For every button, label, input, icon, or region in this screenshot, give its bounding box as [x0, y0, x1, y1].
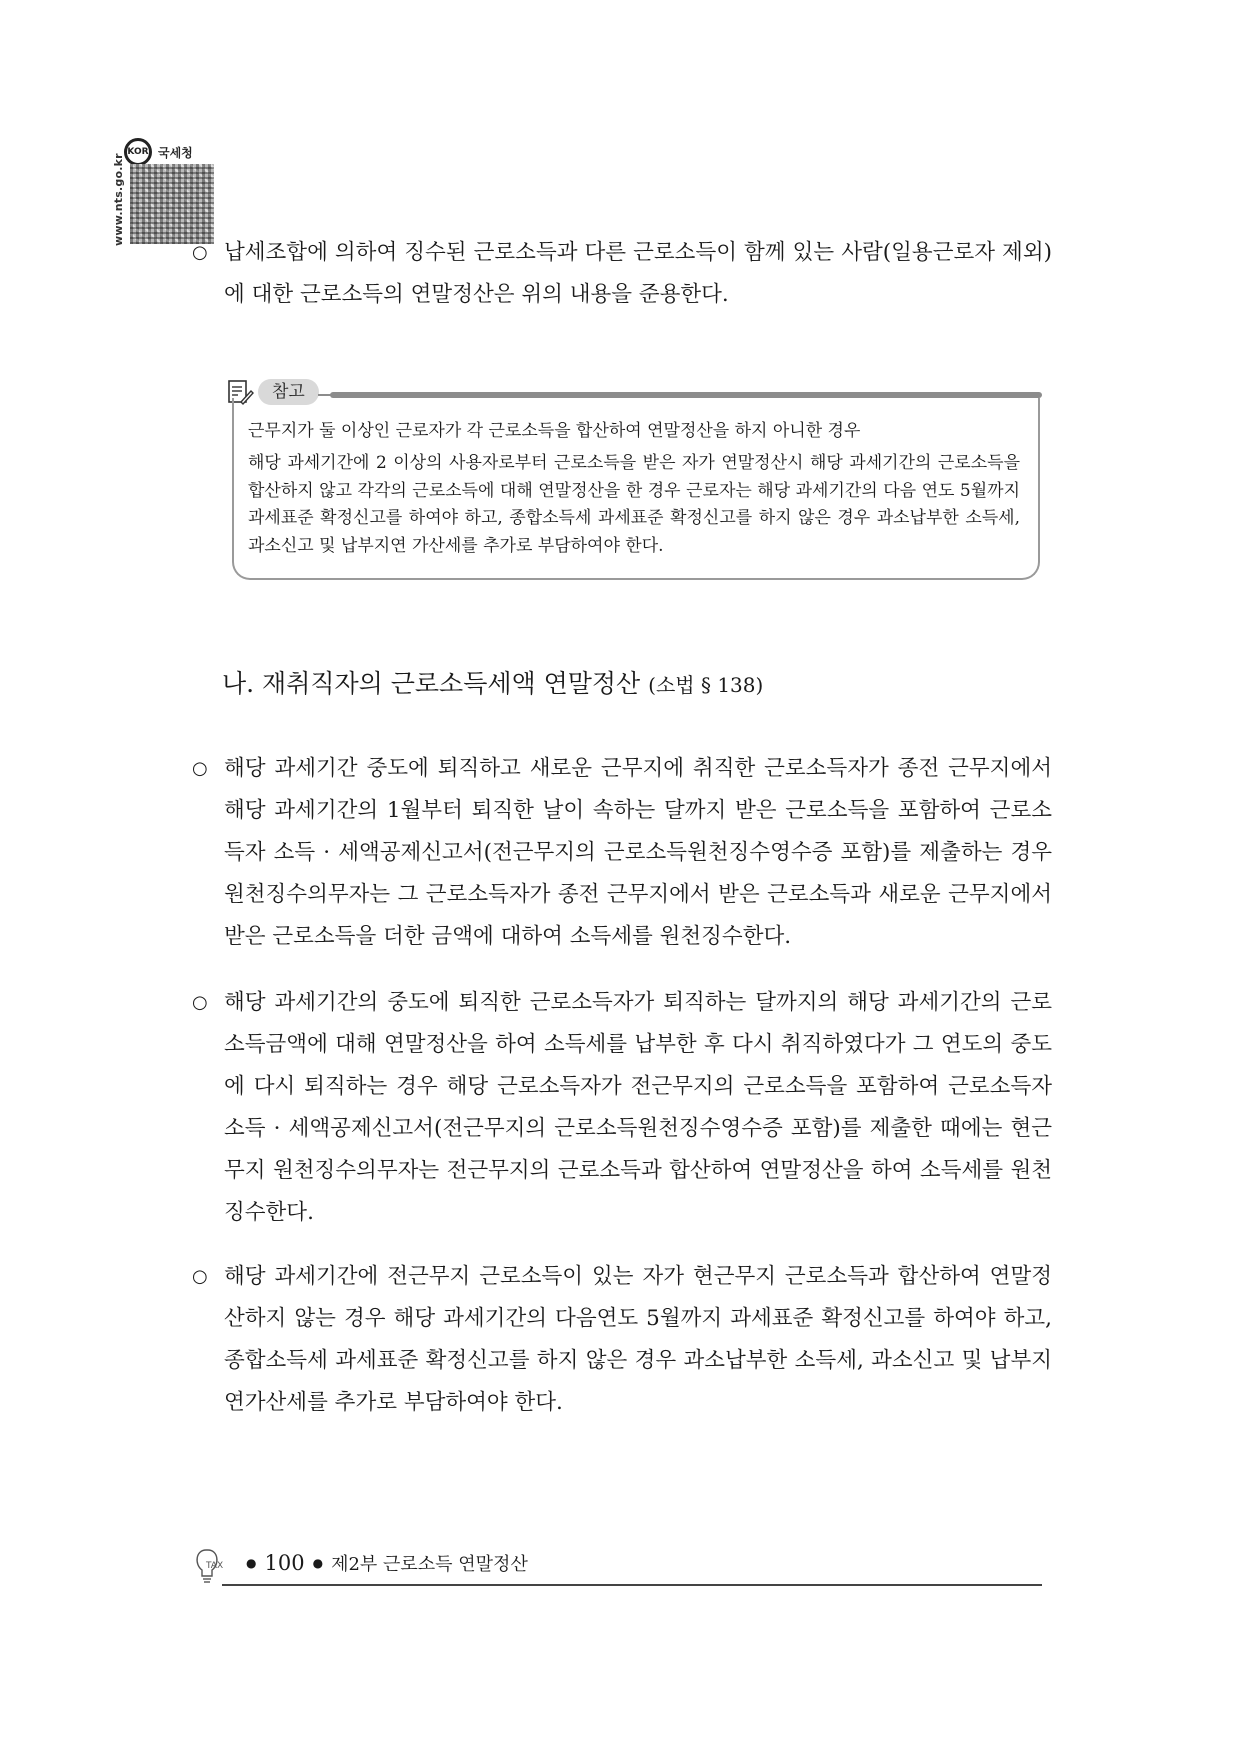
nts-url: www.nts.go.kr	[112, 153, 125, 246]
bullet-circle-icon: ○	[192, 758, 208, 779]
list-item	[192, 232, 1052, 316]
list-item	[192, 748, 1052, 958]
paragraph-text: 납세조합에 의하여 징수된 근로소득과 다른 근로소득이 함께 있는 사람(일용근로자 제외)에 대한 근로소득의 연말정산은 위의 내용을 준용한다.	[224, 240, 1052, 307]
note-body: 해당 과세기간에 2 이상의 사용자로부터 근로소득을 받은 자가 연말정산시 해당 과세기간의 근로소득을 합산하지 않고 각각의 근로소득에 대해 연말정산을 한 경우 근로자는 해당 과세기간의 다음 연도 5월까지 과세표준 확정신고를 하여야 하고, 종합소득세 과세표준 확정신고를 하지 않은 경우 과소납부한 소득세, 과소신고 및 납부지연 가산세를 추가로 부담하여야 한다.	[248, 453, 1020, 556]
section-law-reference: (소법 § 138)	[648, 673, 764, 697]
paragraph-text: 해당 과세기간에 전근무지 근로소득이 있는 자가 현근무지 근로소득과 합산하여 연말정산하지 않는 경우 해당 과세기간의 다음연도 5월까지 과세표준 확정신고를 하여야 하고, 종합소득세 과세표준 확정신고를 하지 않은 경우 과소납부한 소득세, 과소신고 및 납부지연가산세를 추가로 부담하여야 한다.	[224, 1264, 1052, 1415]
list-item	[192, 982, 1052, 1234]
page-footer	[192, 1546, 1042, 1586]
list-item	[192, 1256, 1052, 1424]
bullet-circle-icon: ○	[192, 1266, 208, 1287]
page-number: 100	[264, 1551, 305, 1575]
bullet-circle-icon: ○	[192, 242, 208, 263]
footer-dot-icon: ●	[246, 1556, 257, 1570]
note-label: 참고	[258, 379, 319, 405]
paragraph-text: 해당 과세기간 중도에 퇴직하고 새로운 근무지에 취직한 근로소득자가 종전 근무지에서 해당 과세기간의 1월부터 퇴직한 날이 속하는 달까지 받은 근로소득을 포함하여 근로소득자 소득 · 세액공제신고서(전근무지의 근로소득원천징수영수증 포함)를 제출하는 경우 원천징수의무자는 그 근로소득자가 종전 근무지에서 받은 근로소득과 새로운 근무지에서 받은 근로소득을 더한 금액에 대하여 소득세를 원천징수한다.	[224, 756, 1052, 949]
section-title-text: 나. 재취직자의 근로소득세액 연말정산	[222, 669, 641, 698]
paragraph-text: 해당 과세기간의 중도에 퇴직한 근로소득자가 퇴직하는 달까지의 해당 과세기간의 근로소득금액에 대해 연말정산을 하여 소득세를 납부한 후 다시 취직하였다가 그 연도의 중도에 다시 퇴직하는 경우 해당 근로소득자가 전근무지의 근로소득을 포함하여 근로소득자 소득 · 세액공제신고서(전근무지의 근로소득원천징수영수증 포함)를 제출한 때에는 현근무지 원천징수의무자는 전근무지의 근로소득과 합산하여 연말정산을 하여 소득세를 원천징수한다.	[224, 990, 1052, 1225]
section-heading	[222, 664, 763, 700]
agency-name: 국세청	[158, 146, 193, 160]
bullet-circle-icon: ○	[192, 992, 208, 1013]
footer-rule	[222, 1584, 1042, 1586]
note-heading: 근무지가 둘 이상인 근로자가 각 근로소득을 합산하여 연말정산을 하지 아니한 경우	[248, 421, 861, 441]
kor-badge-icon: KOR	[124, 138, 152, 166]
footer-icon-text: TAX	[206, 1561, 224, 1571]
footer-text	[238, 1550, 528, 1576]
chapter-title: 제2부 근로소득 연말정산	[331, 1554, 528, 1575]
lightbulb-icon	[192, 1546, 236, 1586]
footer-dot-icon: ●	[312, 1556, 324, 1570]
